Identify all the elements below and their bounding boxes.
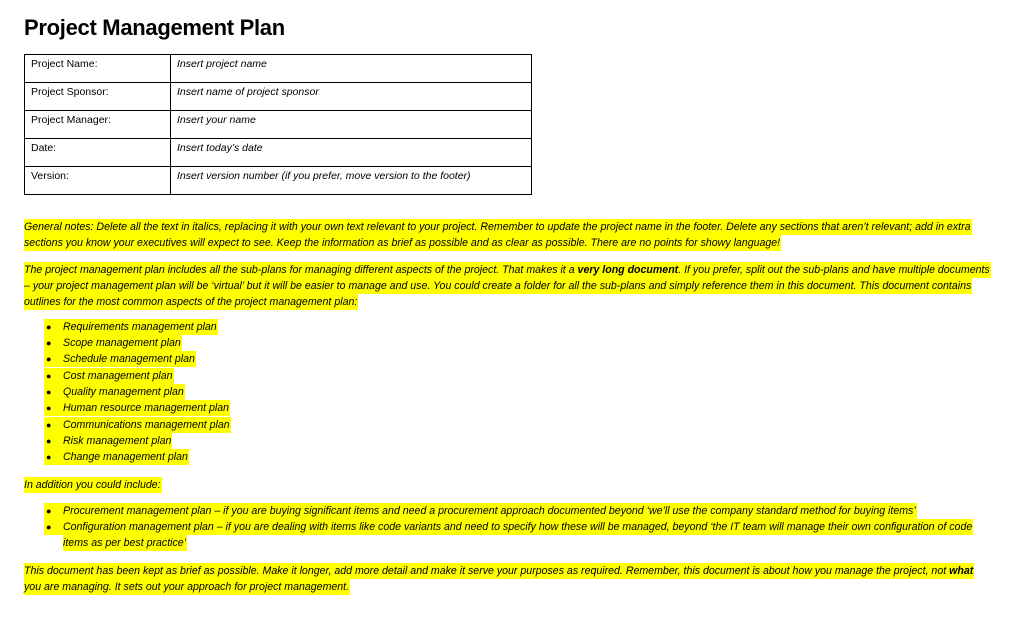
list-item-text: Change management plan: [63, 451, 188, 463]
value-project-manager[interactable]: Insert your name: [171, 111, 532, 139]
list-item-text: Schedule management plan: [63, 353, 195, 365]
general-notes-line: General notes: Delete all the text in italics, replacing it with your own text relevant to your project. Remember to update the project name in the footer. Delete any sections that aren’t relevant; add in extra: [24, 221, 971, 233]
intro-line: – your project management plan will be ‘virtual’ but it will be easier to manage and use. You could create a folder for all the sub-plans and simply reference them in this document. This document contains: [24, 280, 972, 292]
bullet-icon: ●: [46, 387, 52, 397]
bullet-icon: ●: [46, 522, 52, 532]
label-project-name: Project Name:: [25, 55, 171, 83]
list-item: [44, 351, 196, 367]
list-item-text: Scope management plan: [63, 337, 181, 349]
table-row: [25, 55, 532, 83]
bullet-icon: ●: [46, 322, 52, 332]
list-item-text: Configuration management plan – if you are dealing with items like code variants and need to specify how these will be managed, beyond ‘the IT team will manage their own configuration of code: [63, 521, 973, 533]
list-item: [44, 433, 172, 449]
document-title: Project Management Plan: [24, 15, 285, 40]
closing-bold-text: what: [949, 565, 974, 577]
list-item: [44, 503, 917, 519]
closing-text: This document has been kept as brief as possible. Make it longer, add more detail and make it serve your purposes as required. Remember, this document is about how you manage the project, not: [24, 565, 950, 577]
intro-line: outlines for the most common aspects of the project management plan:: [24, 296, 358, 308]
list-item-text: Procurement management plan – if you are buying significant items and need a procurement approach documented beyond ‘we’ll use the company standard method for buying items’: [63, 505, 916, 517]
value-project-name[interactable]: Insert project name: [171, 55, 532, 83]
bullet-icon: ●: [46, 403, 52, 413]
intro-text: The project management plan includes all the sub-plans for managing different aspects of the project. That makes it a: [24, 264, 578, 276]
value-date[interactable]: Insert today’s date: [171, 139, 532, 167]
label-date: Date:: [25, 139, 171, 167]
intro-text: . If you prefer, split out the sub-plans and have multiple documents: [678, 264, 990, 276]
bullet-icon: ●: [46, 338, 52, 348]
list-item-text: Communications management plan: [63, 419, 230, 431]
bullet-icon: ●: [46, 420, 52, 430]
general-notes-line: sections you know your executives will expect to see. Keep the information as brief as possible and as clear as possible. There are no points for showy language!: [24, 237, 781, 249]
additional-heading: In addition you could include:: [24, 479, 161, 491]
list-item-text: Quality management plan: [63, 386, 184, 398]
table-row: [25, 83, 532, 111]
value-project-sponsor[interactable]: Insert name of project sponsor: [171, 83, 532, 111]
bullet-icon: ●: [46, 452, 52, 462]
list-item: [44, 335, 182, 351]
label-project-manager: Project Manager:: [25, 111, 171, 139]
bullet-icon: ●: [46, 371, 52, 381]
list-item-text: Risk management plan: [63, 435, 172, 447]
intro-line: [24, 262, 991, 278]
list-item: [44, 400, 230, 416]
project-info-table: [24, 54, 532, 195]
list-item: [44, 384, 185, 400]
list-item: [44, 449, 189, 465]
label-project-sponsor: Project Sponsor:: [25, 83, 171, 111]
table-row: [25, 111, 532, 139]
closing-line: [24, 563, 974, 579]
list-item: [44, 368, 174, 384]
list-item: [44, 519, 973, 535]
label-version: Version:: [25, 167, 171, 195]
closing-line: you are managing. It sets out your approach for project management.: [24, 581, 350, 593]
table-row: [25, 139, 532, 167]
bullet-icon: ●: [46, 506, 52, 516]
list-item-text: Requirements management plan: [63, 321, 217, 333]
bullet-icon: ●: [46, 354, 52, 364]
table-row: [25, 167, 532, 195]
list-item-text: Human resource management plan: [63, 402, 230, 414]
list-item: [44, 417, 231, 433]
list-item-text-continuation: items as per best practice’: [63, 537, 187, 549]
list-item-text: Cost management plan: [63, 370, 173, 382]
list-item: [44, 319, 218, 335]
value-version[interactable]: Insert version number (if you prefer, move version to the footer): [171, 167, 532, 195]
bullet-icon: ●: [46, 436, 52, 446]
intro-bold-text: very long document: [577, 264, 679, 276]
